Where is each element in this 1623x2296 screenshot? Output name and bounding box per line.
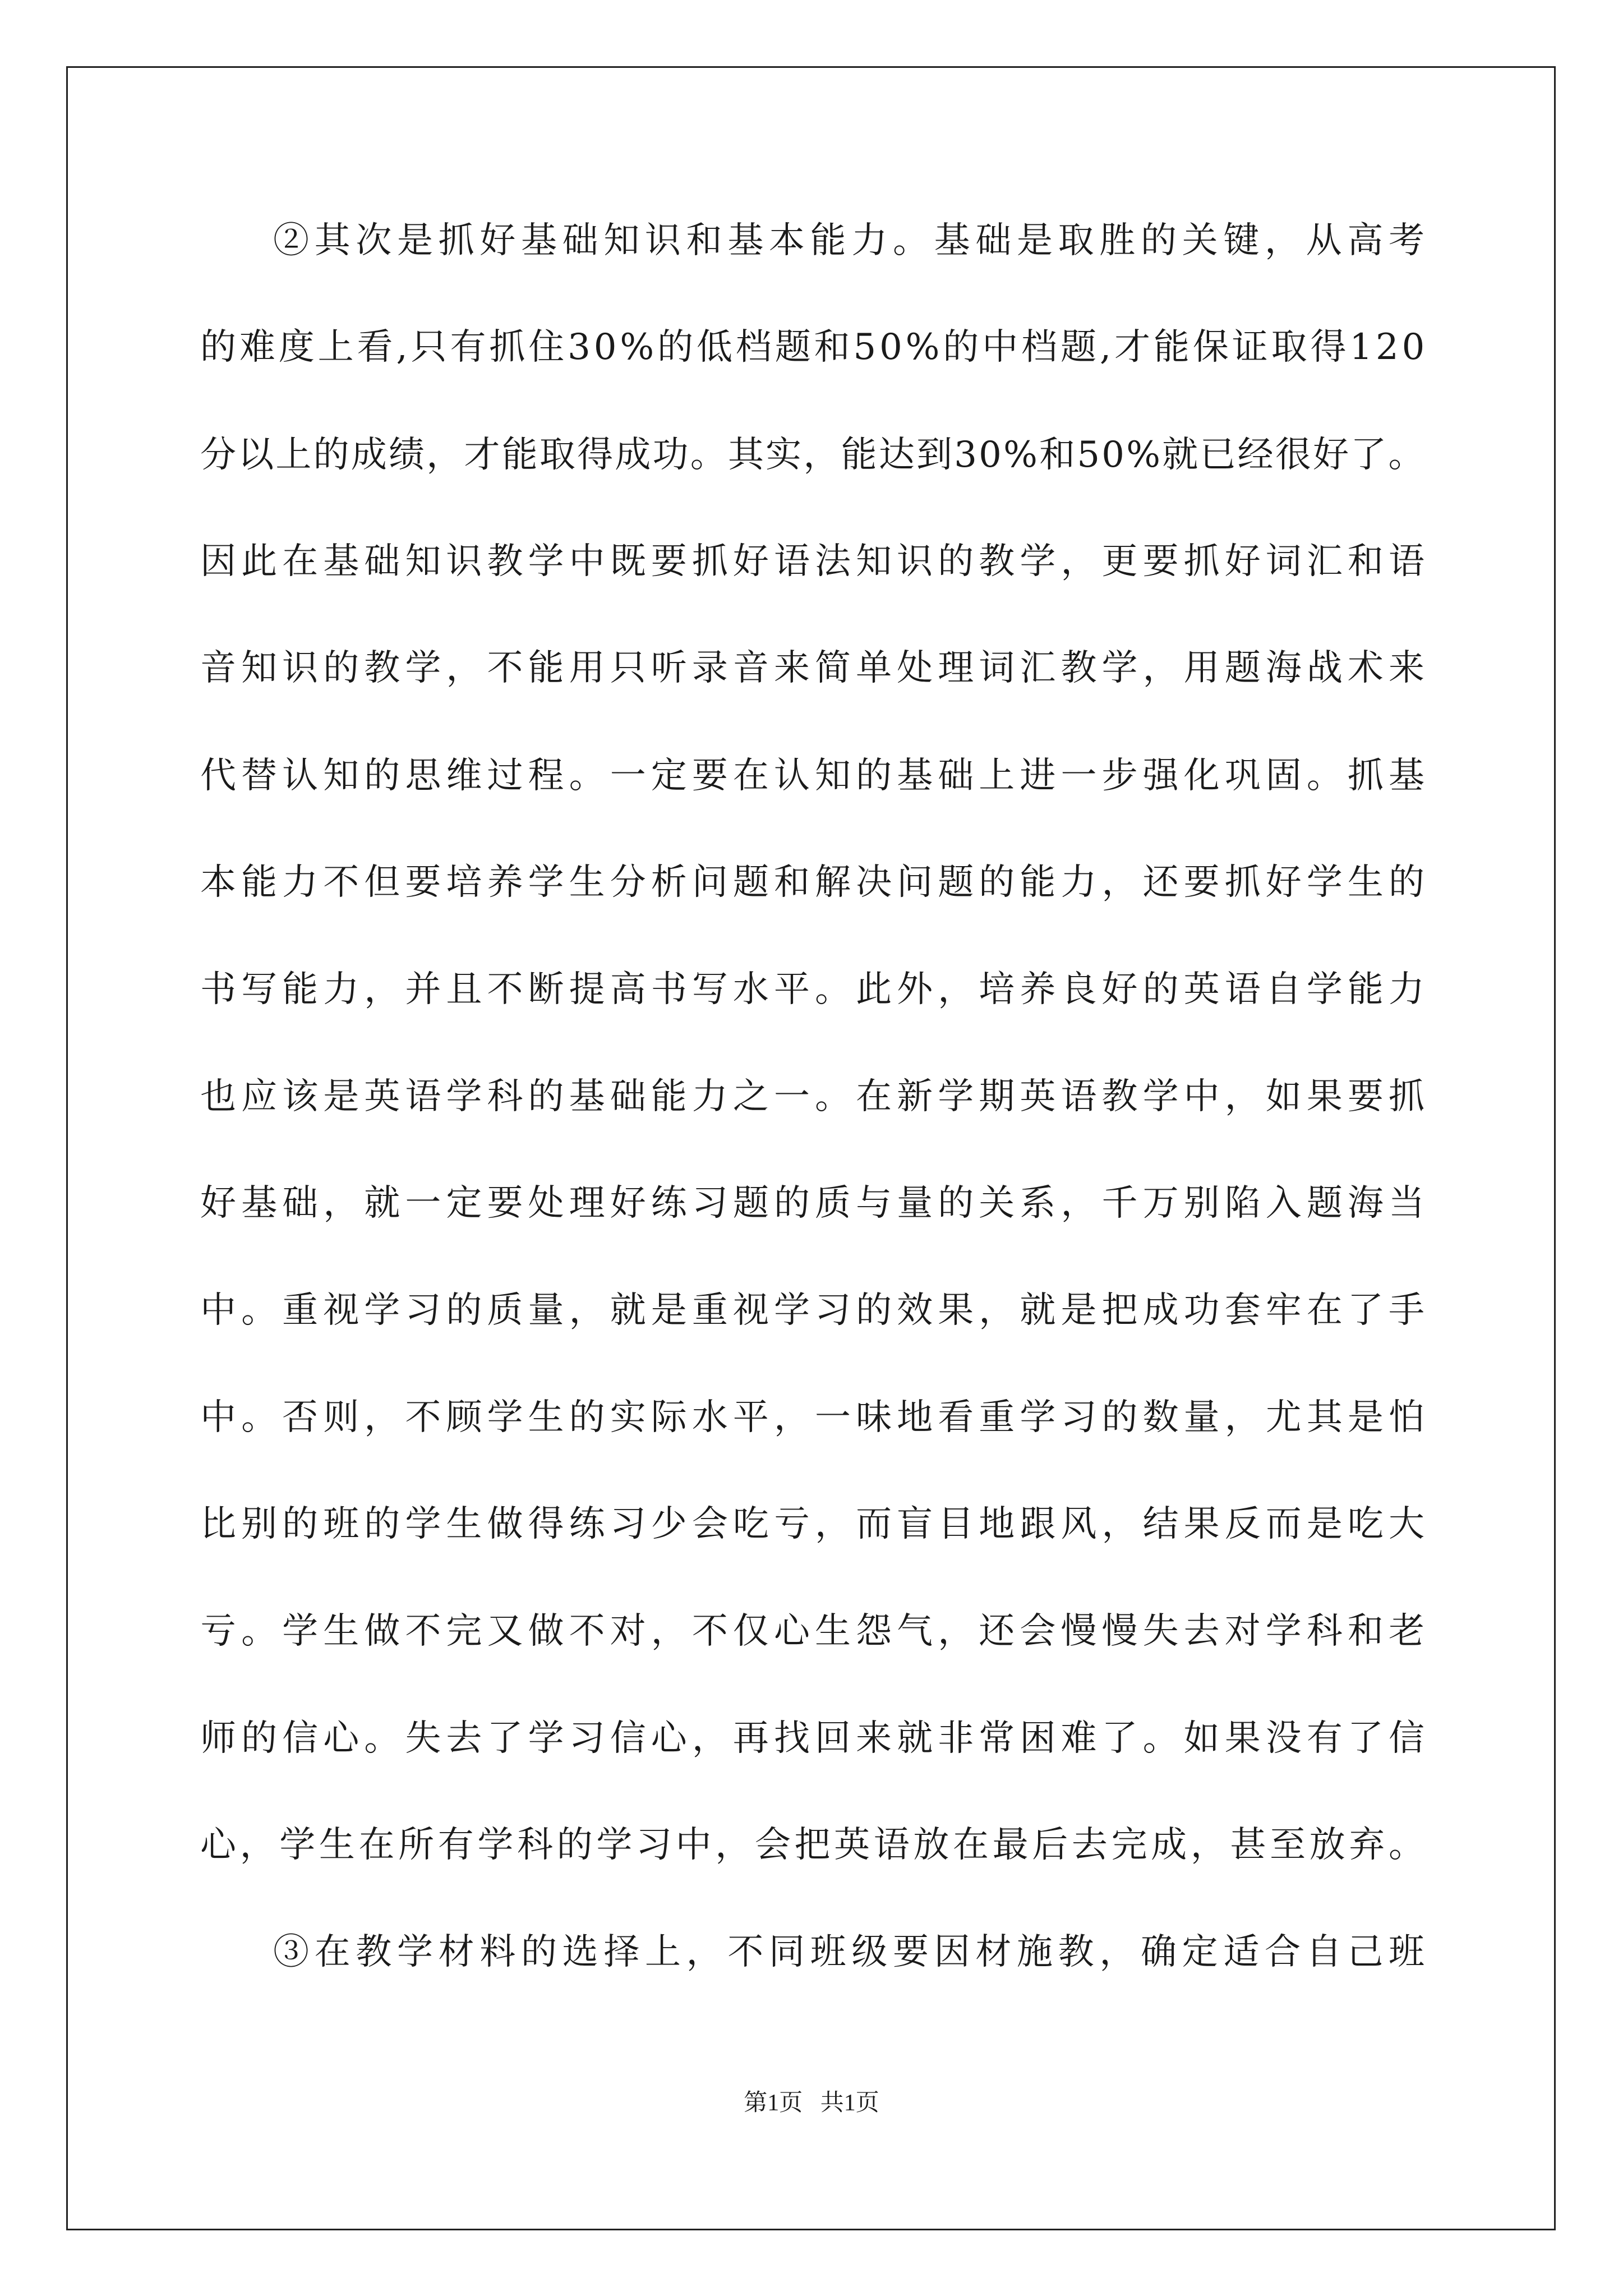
paragraph-line: 中。否则，不顾学生的实际水平，一味地看重学习的数量，尤其是怕 (200, 1397, 1430, 1438)
paragraph-line: 代替认知的思维过程。一定要在认知的基础上进一步强化巩固。抓基 (200, 755, 1430, 797)
paragraph-line: ③在教学材料的选择上，不同班级要因材施教，确定适合自己班 (273, 1931, 1430, 1973)
paragraph-line: 书写能力，并且不断提高书写水平。此外，培养良好的英语自学能力 (200, 969, 1430, 1010)
paragraph-line: 也应该是英语学科的基础能力之一。在新学期英语教学中，如果要抓 (200, 1076, 1430, 1117)
paragraph-line: 分以上的成绩，才能取得成功。其实，能达到30%和50%就已经很好了。 (200, 434, 1426, 476)
paragraph-line: 因此在基础知识教学中既要抓好语法知识的教学，更要抓好词汇和语 (200, 541, 1430, 582)
paragraph-line: 好基础，就一定要处理好练习题的质与量的关系，千万别陷入题海当 (200, 1182, 1430, 1224)
page-footer: 第1页 共1页 (744, 2090, 879, 2116)
paragraph-line: ②其次是抓好基础知识和基本能力。基础是取胜的关键，从高考 (273, 220, 1430, 261)
paragraph-line: 亏。学生做不完又做不对，不仅心生怨气，还会慢慢失去对学科和老 (200, 1611, 1430, 1652)
page-border (66, 66, 1556, 2230)
paragraph-line: 中。重视学习的质量，就是重视学习的效果，就是把成功套牢在了手 (200, 1290, 1430, 1331)
paragraph-line: 比别的班的学生做得练习少会吃亏，而盲目地跟风，结果反而是吃大 (200, 1503, 1430, 1545)
paragraph-line: 的难度上看,只有抓住30%的低档题和50%的中档题,才能保证取得120 (200, 326, 1428, 368)
paragraph-line: 音知识的教学，不能用只听录音来简单处理词汇教学，用题海战术来 (200, 647, 1430, 689)
paragraph-line: 师的信心。失去了学习信心，再找回来就非常困难了。如果没有了信 (200, 1718, 1430, 1759)
paragraph-line: 本能力不但要培养学生分析问题和解决问题的能力，还要抓好学生的 (200, 862, 1430, 903)
paragraph-line: 心，学生在所有学科的学习中，会把英语放在最后去完成，甚至放弃。 (200, 1824, 1428, 1866)
